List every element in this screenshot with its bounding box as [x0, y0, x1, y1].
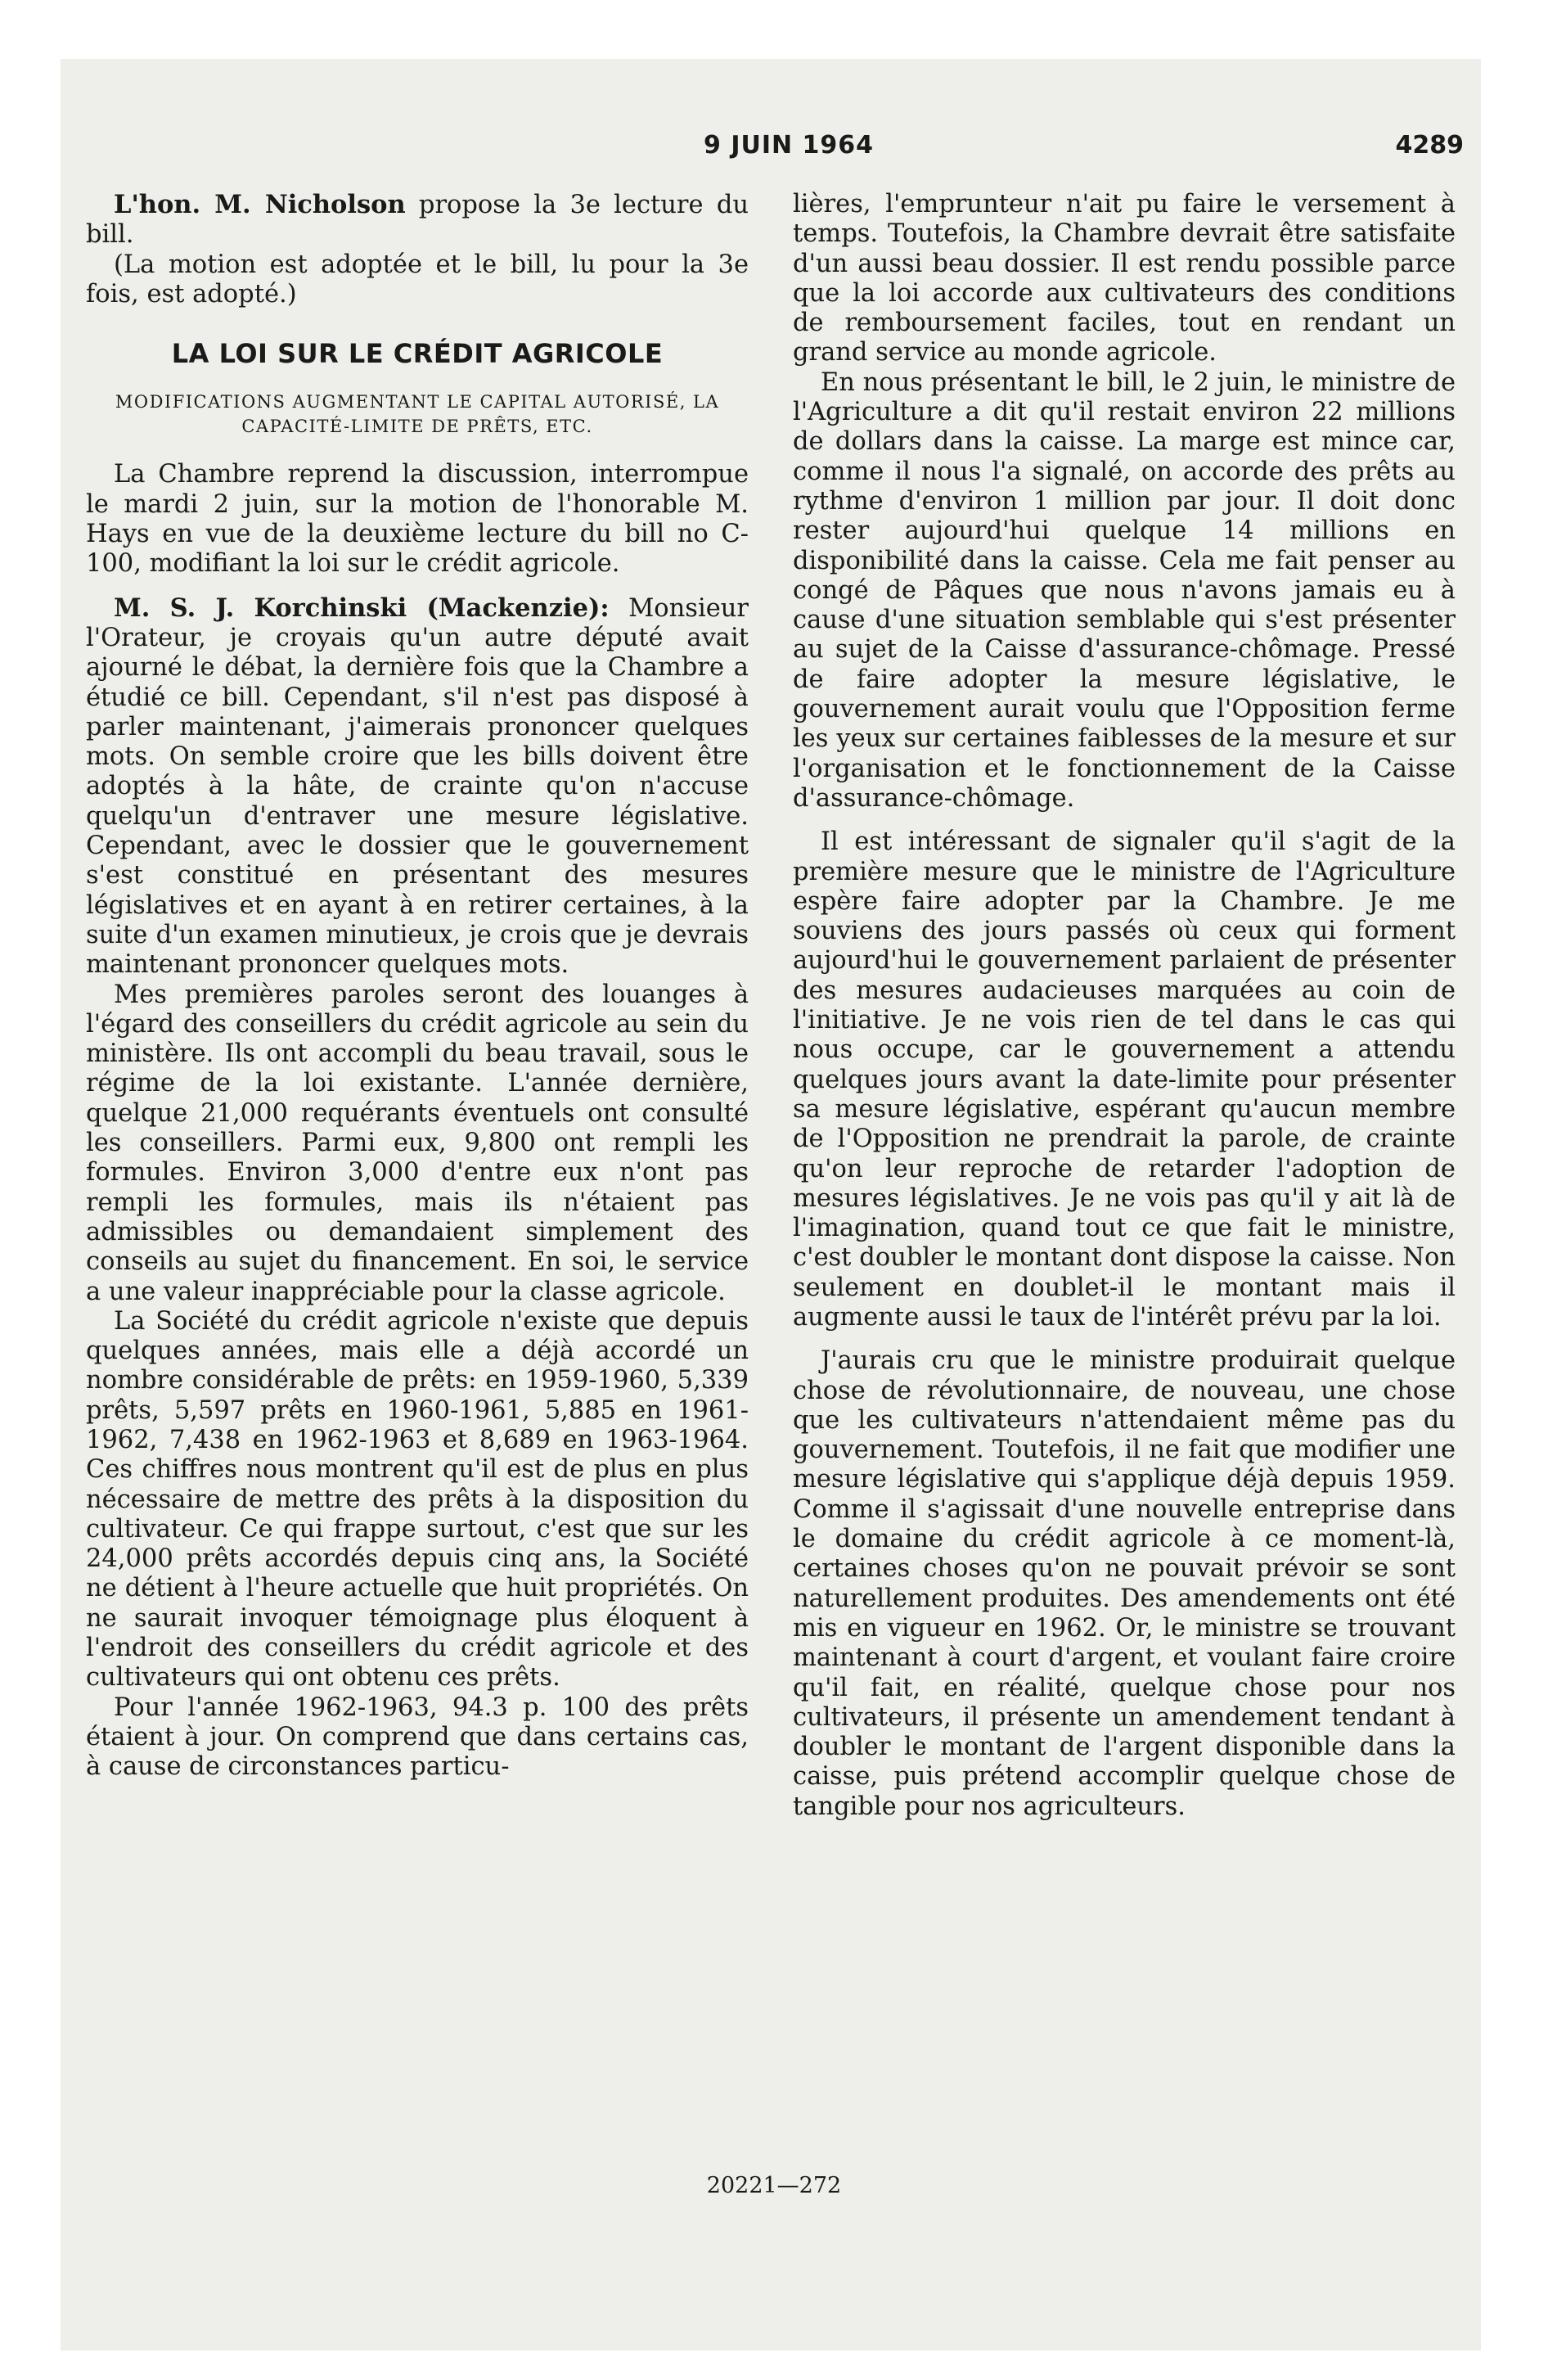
speaker-name: L'hon. M. Nicholson [114, 190, 406, 219]
paragraph: Il est intéressant de signaler qu'il s'agit de la première mesure que le ministre de l'Agriculture espère faire adopter par la Chambre. Je me souviens des jours passés où ceux qui forment aujourd'hui le gouvernement parlaient de présenter des mesures audacieuses marquées au coin de l'initiative. Je ne vois rien de tel dans le cas qui nous occupe, car le gouvernement a attendu quelques jours avant la date-limite pour présenter sa mesure législative, espérant qu'aucun membre de l'Opposition ne prendrait la parole, de crainte qu'on leur reproche de retarder l'adoption de mesures législatives. Je ne vois pas qu'il y ait là de l'imagination, quand tout ce que fait le ministre, c'est doubler le montant dont dispose la caisse. Non seulement en doublet-il le montant mais il augmente aussi le taux de l'intérêt prévu par la loi. [793, 827, 1456, 1332]
page-number: 4289 [1395, 131, 1464, 160]
paragraph: lières, l'emprunteur n'ait pu faire le versement à temps. Toutefois, la Chambre devrait être satisfaite d'un aussi beau dossier. Il est rendu possible parce que la loi accorde aux cultivateurs des conditions de remboursement faciles, tout en rendant un grand service au monde agricole. [793, 190, 1456, 367]
paragraph: (La motion est adoptée et le bill, lu pour la 3e fois, est adopté.) [86, 250, 749, 309]
paragraph: J'aurais cru que le ministre produirait quelque chose de révolutionnaire, de nouveau, une chose que les cultivateurs n'attendaient même pas du gouvernement. Toutefois, il ne fait que modifier une mesure législative qui s'applique déjà depuis 1959. Comme il s'agissait d'une nouvelle entreprise dans le domaine du crédit agricole à ce moment-là, certaines choses qu'on ne pouvait prévoir se sont naturellement produites. Des amendements ont été mis en vigueur en 1962. Or, le ministre se trouvant maintenant à court d'argent, et voulant faire croire qu'il fait, en réalité, quelque chose pour nos cultivateurs, il présente un amendement tendant à doubler le montant de l'argent disponible dans la caisse, puis prétend accomplir quelque chose de tangible pour nos agriculteurs. [793, 1346, 1456, 1821]
running-header [0, 131, 1548, 167]
paragraph: Mes premières paroles seront des louanges à l'égard des conseillers du crédit agricole au sein du ministère. Ils ont accompli du beau travail, sous le régime de la loi existante. L'année dernière, quelque 21,000 requérants éventuels ont consulté les conseillers. Parmi eux, 9,800 ont rempli les formules. Environ 3,000 d'entre eux n'ont pas rempli les formules, mais ils n'étaient pas admissibles ou demandaient simplement des conseils au sujet du financement. En soi, le service a une valeur inappréciable pour la classe agricole. [86, 980, 749, 1306]
paragraph [86, 190, 749, 250]
left-column [86, 190, 749, 1783]
section-subtitle: MODIFICATIONS AUGMENTANT LE CAPITAL AUTORISÉ, LA CAPACITÉ-LIMITE DE PRÊTS, ETC. [115, 392, 720, 437]
paragraph: En nous présentant le bill, le 2 juin, le ministre de l'Agriculture a dit qu'il restait environ 22 millions de dollars dans la caisse. La marge est mince car, comme il nous l'a signalé, on accorde des prêts au rythme d'environ 1 million par jour. Il doit donc rester aujourd'hui quelque 14 millions en disponibilité dans la caisse. Cela me fait penser au congé de Pâques que nous n'avons jamais eu à cause d'une situation semblable qui s'est présenter au sujet de la Caisse d'assurance-chômage. Pressé de faire adopter la mesure législative, le gouvernement aurait voulu que l'Opposition ferme les yeux sur certaines faiblesses de la mesure et sur l'organisation et le fonctionnement de la Caisse d'assurance-chômage. [793, 367, 1456, 813]
speech-text: Monsieur l'Orateur, je croyais qu'un autre député avait ajourné le débat, la dernière fois que la Chambre a étudié ce bill. Cependant, s'il n'est pas disposé à parler maintenant, j'aimerais prononcer quelques mots. On semble croire que les bills doivent être adoptés à la hâte, de crainte qu'on n'accuse quelqu'un d'entraver une mesure législative. Cependant, avec le dossier que le gouvernement s'est constitué en présentant des mesures législatives et en ayant à en retirer certaines, à la suite d'un examen minutieux, je crois que je devrais maintenant prononcer quelques mots. [86, 593, 749, 980]
header-date: 9 JUIN 1964 [704, 131, 875, 160]
paragraph: La Chambre reprend la discussion, interrompue le mardi 2 juin, sur la motion de l'honorable M. Hays en vue de la deuxième lecture du bill no C-100, modifiant la loi sur le crédit agricole. [86, 460, 749, 579]
section-title: LA LOI SUR LE CRÉDIT AGRICOLE [171, 338, 664, 370]
paragraph: Pour l'année 1962-1963, 94.3 p. 100 des prêts étaient à jour. On comprend que dans certains cas, à cause de circonstances particu- [86, 1693, 749, 1782]
speech-text: propose la 3e lecture du bill. [86, 191, 749, 250]
paragraph [86, 593, 749, 980]
right-column [793, 190, 1456, 1822]
paragraph: La Société du crédit agricole n'existe que depuis quelques années, mais elle a déjà accordé un nombre considérable de prêts: en 1959-1960, 5,339 prêts, 5,597 prêts en 1960-1961, 5,885 en 1961-1962, 7,438 en 1962-1963 et 8,689 en 1963-1964. Ces chiffres nous montrent qu'il est de plus en plus nécessaire de mettre des prêts à la disposition du cultivateur. Ce qui frappe surtout, c'est que sur les 24,000 prêts accordés depuis cinq ans, la Société ne détient à l'heure actuelle que huit propriétés. On ne saurait invoquer témoignage plus éloquent à l'endroit des conseillers du crédit agricole et des cultivateurs qui ont obtenu ces prêts. [86, 1306, 749, 1693]
speaker-name: M. S. J. Korchinski (Mackenzie): [114, 593, 610, 623]
print-code: 20221—272 [706, 2173, 842, 2198]
